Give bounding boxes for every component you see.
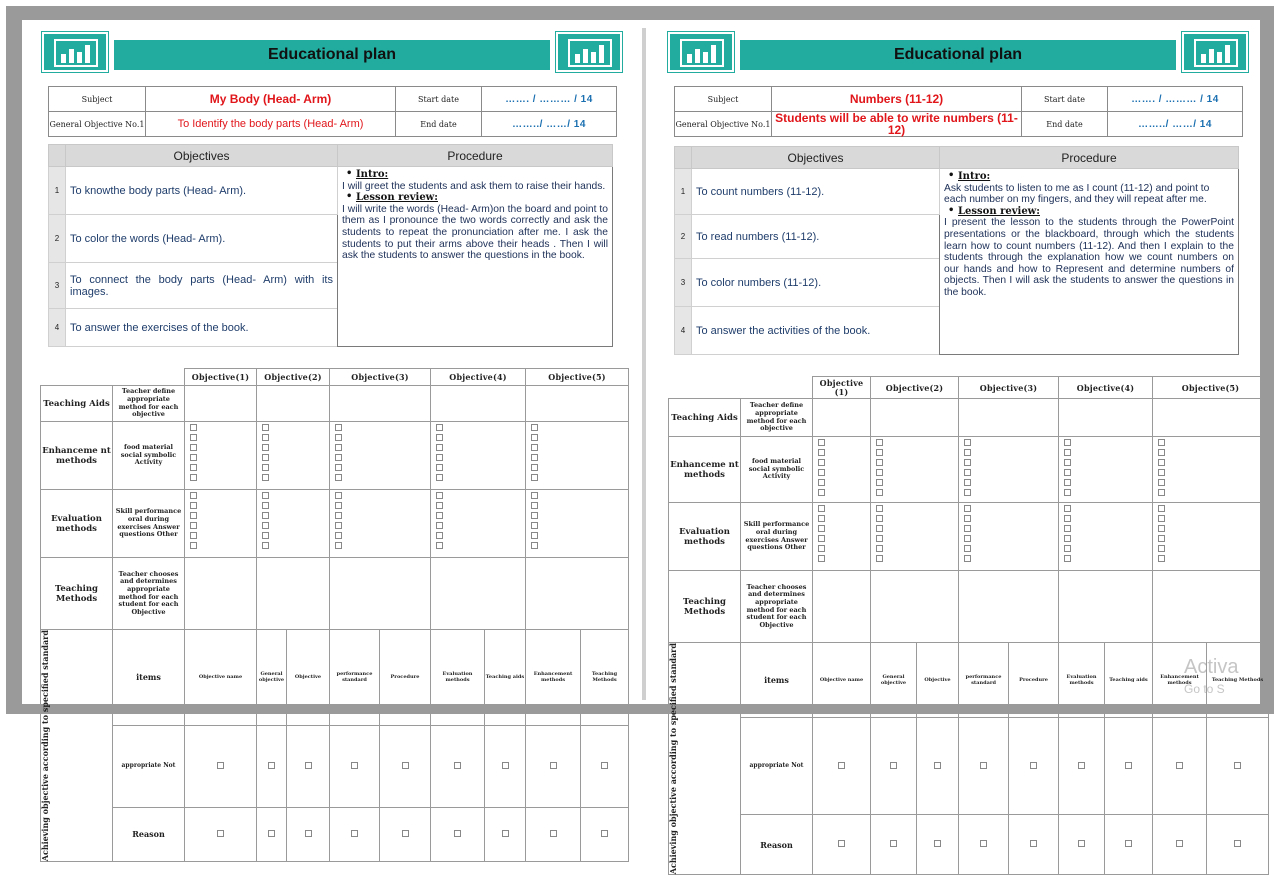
checkbox[interactable]	[380, 807, 431, 862]
objective-column-header: Objective(3)	[959, 377, 1059, 399]
lesson-review-heading: • Lesson review:	[944, 206, 1234, 218]
general-objective-label: General Objective No.1	[675, 112, 772, 137]
end-date-label: End date	[396, 112, 482, 137]
teaching-methods-desc: Teacher chooses and determines appropriate method for each student for each Objective	[113, 558, 185, 630]
checkbox[interactable]	[1009, 717, 1059, 814]
checkbox[interactable]	[917, 717, 959, 814]
checkbox[interactable]	[185, 725, 257, 807]
lesson-review-heading: • Lesson review:	[342, 192, 608, 204]
checkbox[interactable]	[257, 725, 287, 807]
lesson-review-text: I will write the words (Head- Arm)on the board and point to them as I pronounce the two words correctly and ask the students to repeat the pronunciation after me. I ask the students to put their arms above their heads . Then I will ask the students to answer the questions in the book.	[342, 203, 608, 262]
teaching-methods-label: Teaching Methods	[669, 571, 741, 643]
achieving-label: Achieving objective according to specified standard	[41, 630, 113, 862]
enhancement-label: Enhanceme nt methods	[41, 422, 113, 490]
checkbox-group[interactable]	[1153, 503, 1269, 571]
objective-column-header: Objective(5)	[526, 369, 629, 386]
sub-header: General objective	[871, 643, 917, 718]
checkbox-group[interactable]	[330, 490, 431, 558]
evaluation-label: Evaluation methods	[669, 503, 741, 571]
checkbox[interactable]	[287, 807, 330, 862]
objective-number: 3	[49, 263, 66, 309]
sub-header: Teaching aids	[485, 630, 526, 726]
activation-watermark: Activa	[1184, 656, 1239, 678]
activation-watermark-sub: Go to S	[1184, 682, 1225, 696]
checkbox[interactable]	[871, 717, 917, 814]
evaluation-grid	[668, 376, 1269, 875]
evaluation-label: Evaluation methods	[41, 490, 113, 558]
reason-label: Reason	[113, 807, 185, 862]
items-label: items	[741, 643, 813, 718]
appropriate-label: appropriate Not	[113, 725, 185, 807]
teaching-methods-desc: Teacher chooses and determines appropriate method for each student for each Objective	[741, 571, 813, 643]
info-table	[674, 86, 1243, 137]
checkbox-group[interactable]	[431, 422, 526, 490]
teaching-aids-label: Teaching Aids	[41, 386, 113, 422]
checkbox[interactable]	[581, 807, 629, 862]
general-objective-value: Students will be able to write numbers (11-12)	[772, 112, 1022, 137]
objective-number: 2	[675, 215, 692, 259]
procedure-header: Procedure	[338, 145, 613, 167]
slide-canvas	[22, 20, 1264, 875]
chart-logo-icon	[42, 32, 108, 72]
checkbox-group[interactable]	[526, 422, 629, 490]
objectives-header: Objectives	[66, 145, 338, 167]
procedure-cell	[940, 169, 1239, 355]
intro-text: I will greet the students and ask them to raise their hands.	[342, 180, 606, 192]
checkbox-group[interactable]	[813, 437, 871, 503]
objectives-table	[48, 144, 613, 347]
sub-header: Objective name	[185, 630, 257, 726]
sub-header: General objective	[257, 630, 287, 726]
sub-header: performance standard	[959, 643, 1009, 718]
teaching-methods-label: Teaching Methods	[41, 558, 113, 630]
objective-column-header: Objective(5)	[1153, 377, 1269, 399]
sub-header: performance standard	[330, 630, 380, 726]
checkbox[interactable]	[185, 807, 257, 862]
sub-header: Enhancement methods	[1153, 643, 1207, 718]
checkbox[interactable]	[959, 815, 1009, 875]
objective-text: To read numbers (11-12).	[692, 215, 940, 259]
checkbox-group[interactable]	[185, 422, 257, 490]
objective-column-header: Objective(4)	[1059, 377, 1153, 399]
checkbox[interactable]	[526, 725, 581, 807]
checkbox[interactable]	[431, 725, 485, 807]
sub-header: Objective	[287, 630, 330, 726]
chart-logo-icon	[556, 32, 622, 72]
checkbox-group[interactable]	[185, 490, 257, 558]
procedure-cell	[338, 167, 613, 347]
subject-value: My Body (Head- Arm)	[146, 87, 396, 112]
chart-logo-icon	[668, 32, 734, 72]
checkbox[interactable]	[380, 725, 431, 807]
checkbox-group[interactable]	[871, 503, 959, 571]
objectives-table	[674, 146, 1239, 355]
sub-header: Teaching Methods	[1207, 643, 1269, 718]
teaching-aids-desc: Teacher define appropriate method for each objective	[113, 386, 185, 422]
start-date-value: ……. / ……… / 14	[1108, 87, 1243, 112]
end-date-value: ……../ ……/ 14	[1108, 112, 1243, 137]
sub-header: Objective	[917, 643, 959, 718]
checkbox[interactable]	[813, 717, 871, 814]
checkbox[interactable]	[1153, 717, 1207, 814]
checkbox-group[interactable]	[431, 490, 526, 558]
sub-header: Teaching Methods	[581, 630, 629, 726]
checkbox[interactable]	[959, 717, 1009, 814]
checkbox-group[interactable]	[813, 503, 871, 571]
objective-text: To color numbers (11-12).	[692, 259, 940, 307]
sub-header: Procedure	[1009, 643, 1059, 718]
checkbox[interactable]	[257, 807, 287, 862]
start-date-label: Start date	[1022, 87, 1108, 112]
objective-text: To answer the exercises of the book.	[66, 309, 338, 347]
checkbox[interactable]	[871, 815, 917, 875]
general-objective-value: To Identify the body parts (Head- Arm)	[146, 112, 396, 137]
checkbox-group[interactable]	[257, 490, 330, 558]
checkbox[interactable]	[1105, 815, 1153, 875]
start-date-value: ……. / ……… / 14	[482, 87, 617, 112]
checkbox[interactable]	[917, 815, 959, 875]
objective-number: 4	[49, 309, 66, 347]
checkbox[interactable]	[1059, 815, 1105, 875]
enhancement-label: Enhanceme nt methods	[669, 437, 741, 503]
objective-number: 3	[675, 259, 692, 307]
items-label: items	[113, 630, 185, 726]
checkbox[interactable]	[526, 807, 581, 862]
objective-column-header: Objective (1)	[813, 377, 871, 399]
checkbox[interactable]	[1153, 815, 1207, 875]
evaluation-items: Skill performance oral during exercises Answer questions Other	[741, 503, 813, 571]
objective-column-header: Objective(1)	[185, 369, 257, 386]
subject-label: Subject	[675, 87, 772, 112]
evaluation-grid	[40, 368, 629, 862]
sub-header: Teaching aids	[1105, 643, 1153, 718]
checkbox[interactable]	[1009, 815, 1059, 875]
checkbox-group[interactable]	[959, 503, 1059, 571]
page-divider	[642, 28, 646, 700]
checkbox[interactable]	[431, 807, 485, 862]
subject-value: Numbers (11-12)	[772, 87, 1022, 112]
objectives-header: Objectives	[692, 147, 940, 169]
objective-column-header: Objective(2)	[257, 369, 330, 386]
end-date-value: ……../ ……/ 14	[482, 112, 617, 137]
objective-text: To connect the body parts (Head- Arm) with its images.	[66, 263, 338, 309]
plan-title: Educational plan	[114, 40, 550, 70]
sub-header: Procedure	[380, 630, 431, 726]
teaching-aids-desc: Teacher define appropriate method for each objective	[741, 399, 813, 437]
general-objective-label: General Objective No.1	[49, 112, 146, 137]
checkbox[interactable]	[1207, 717, 1269, 814]
objective-text: To knowthe body parts (Head- Arm).	[66, 167, 338, 215]
objective-text: To answer the activities of the book.	[692, 307, 940, 355]
appropriate-label: appropriate Not	[741, 717, 813, 814]
checkbox-group[interactable]	[1059, 437, 1153, 503]
enhancement-items: food material social symbolic Activity	[741, 437, 813, 503]
plan-page-2	[662, 28, 1264, 875]
checkbox-group[interactable]	[1059, 503, 1153, 571]
objective-number: 2	[49, 215, 66, 263]
intro-heading: • Intro:	[944, 171, 1234, 183]
checkbox[interactable]	[485, 807, 526, 862]
procedure-header: Procedure	[940, 147, 1239, 169]
checkbox[interactable]	[485, 725, 526, 807]
intro-heading: • Intro:	[342, 169, 608, 181]
sub-header: Evaluation methods	[431, 630, 485, 726]
objective-column-header: Objective(2)	[871, 377, 959, 399]
plan-banner	[662, 32, 1254, 74]
objective-text: To count numbers (11-12).	[692, 169, 940, 215]
checkbox[interactable]	[1207, 815, 1269, 875]
checkbox-group[interactable]	[526, 490, 629, 558]
teaching-aids-label: Teaching Aids	[669, 399, 741, 437]
checkbox-group[interactable]	[871, 437, 959, 503]
plan-banner	[36, 32, 628, 74]
evaluation-items: Skill performance oral during exercises Answer questions Other	[113, 490, 185, 558]
checkbox[interactable]	[1059, 717, 1105, 814]
intro-text: Ask students to listen to me as I count (11-12) and point to each number on my fingers, and they will repeat after me.	[944, 182, 1210, 206]
start-date-label: Start date	[396, 87, 482, 112]
checkbox-group[interactable]	[959, 437, 1059, 503]
checkbox[interactable]	[330, 725, 380, 807]
objective-column-header: Objective(4)	[431, 369, 526, 386]
lesson-review-text: I present the lesson to the students through the PowerPoint presentations or the blackboard, through which the students learn how to count numbers (11-12). And then I explain to the students through the explanation how we count numbers on our hands and how to Represent and determine numbers of objects. Then I will ask the students to answer the questions in the book.	[944, 217, 1234, 298]
plan-title: Educational plan	[740, 40, 1176, 70]
objective-text: To color the words (Head- Arm).	[66, 215, 338, 263]
checkbox[interactable]	[330, 807, 380, 862]
checkbox[interactable]	[813, 815, 871, 875]
checkbox-group[interactable]	[330, 422, 431, 490]
checkbox-group[interactable]	[257, 422, 330, 490]
sub-header: Enhancement methods	[526, 630, 581, 726]
objective-number: 1	[675, 169, 692, 215]
subject-label: Subject	[49, 87, 146, 112]
objective-number: 1	[49, 167, 66, 215]
checkbox[interactable]	[1105, 717, 1153, 814]
checkbox-group[interactable]	[1153, 437, 1269, 503]
chart-logo-icon	[1182, 32, 1248, 72]
objective-number: 4	[675, 307, 692, 355]
reason-label: Reason	[741, 815, 813, 875]
objective-column-header: Objective(3)	[330, 369, 431, 386]
info-table	[48, 86, 617, 137]
sub-header: Evaluation methods	[1059, 643, 1105, 718]
achieving-label: Achieving objective according to specified standard	[669, 643, 741, 875]
slide-frame	[6, 6, 1274, 875]
checkbox[interactable]	[581, 725, 629, 807]
sub-header: Objective name	[813, 643, 871, 718]
end-date-label: End date	[1022, 112, 1108, 137]
plan-page-1	[36, 28, 628, 862]
checkbox[interactable]	[287, 725, 330, 807]
enhancement-items: food material social symbolic Activity	[113, 422, 185, 490]
